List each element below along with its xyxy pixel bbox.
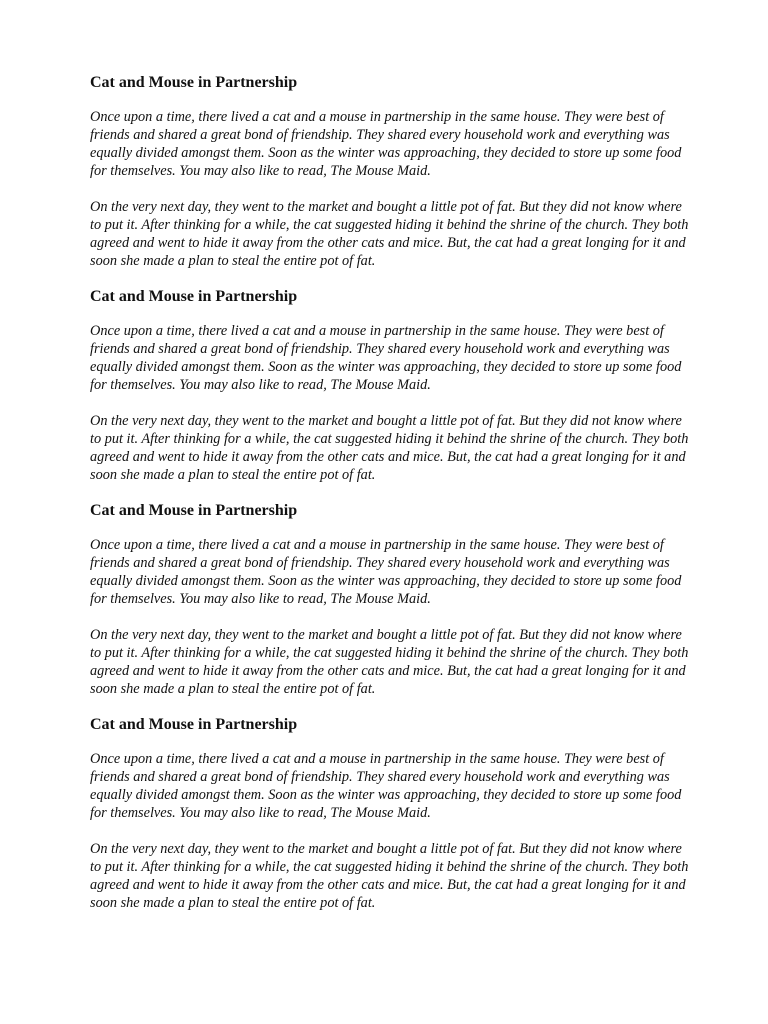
- section-heading: Cat and Mouse in Partnership: [90, 716, 298, 733]
- story-paragraph: Once upon a time, there lived a cat and a mouse in partnership in the same house. They were best of friends and shared a great bond of friendship. They shared every household work and everything was equally divided amongst them. Soon as the winter was approaching, they decided to store up some food for themselves. You may also like to read, The Mouse Maid.: [90, 323, 682, 393]
- story-section: [90, 714, 690, 912]
- section-heading: Cat and Mouse in Partnership: [90, 74, 298, 91]
- story-paragraph: Once upon a time, there lived a cat and a mouse in partnership in the same house. They were best of friends and shared a great bond of friendship. They shared every household work and everything was equally divided amongst them. Soon as the winter was approaching, they decided to store up some food for themselves. You may also like to read, The Mouse Maid.: [90, 751, 682, 821]
- story-paragraph: On the very next day, they went to the market and bought a little pot of fat. But they did not know where to put it. After thinking for a while, the cat suggested hiding it behind the shrine of the church. They both agreed and went to hide it away from the other cats and mice. But, the cat had a great longing for it and soon she made a plan to steal the entire pot of fat.: [90, 199, 689, 269]
- story-section: [90, 72, 690, 270]
- document-page: [90, 72, 690, 912]
- story-paragraph: On the very next day, they went to the market and bought a little pot of fat. But they did not know where to put it. After thinking for a while, the cat suggested hiding it behind the shrine of the church. They both agreed and went to hide it away from the other cats and mice. But, the cat had a great longing for it and soon she made a plan to steal the entire pot of fat.: [90, 413, 689, 483]
- story-paragraph: On the very next day, they went to the market and bought a little pot of fat. But they did not know where to put it. After thinking for a while, the cat suggested hiding it behind the shrine of the church. They both agreed and went to hide it away from the other cats and mice. But, the cat had a great longing for it and soon she made a plan to steal the entire pot of fat.: [90, 841, 689, 911]
- story-section: [90, 500, 690, 698]
- story-paragraph: Once upon a time, there lived a cat and a mouse in partnership in the same house. They were best of friends and shared a great bond of friendship. They shared every household work and everything was equally divided amongst them. Soon as the winter was approaching, they decided to store up some food for themselves. You may also like to read, The Mouse Maid.: [90, 109, 682, 179]
- story-section: [90, 286, 690, 484]
- story-paragraph: Once upon a time, there lived a cat and a mouse in partnership in the same house. They were best of friends and shared a great bond of friendship. They shared every household work and everything was equally divided amongst them. Soon as the winter was approaching, they decided to store up some food for themselves. You may also like to read, The Mouse Maid.: [90, 537, 682, 607]
- section-heading: Cat and Mouse in Partnership: [90, 502, 298, 519]
- section-heading: Cat and Mouse in Partnership: [90, 288, 298, 305]
- story-paragraph: On the very next day, they went to the market and bought a little pot of fat. But they did not know where to put it. After thinking for a while, the cat suggested hiding it behind the shrine of the church. They both agreed and went to hide it away from the other cats and mice. But, the cat had a great longing for it and soon she made a plan to steal the entire pot of fat.: [90, 627, 689, 697]
